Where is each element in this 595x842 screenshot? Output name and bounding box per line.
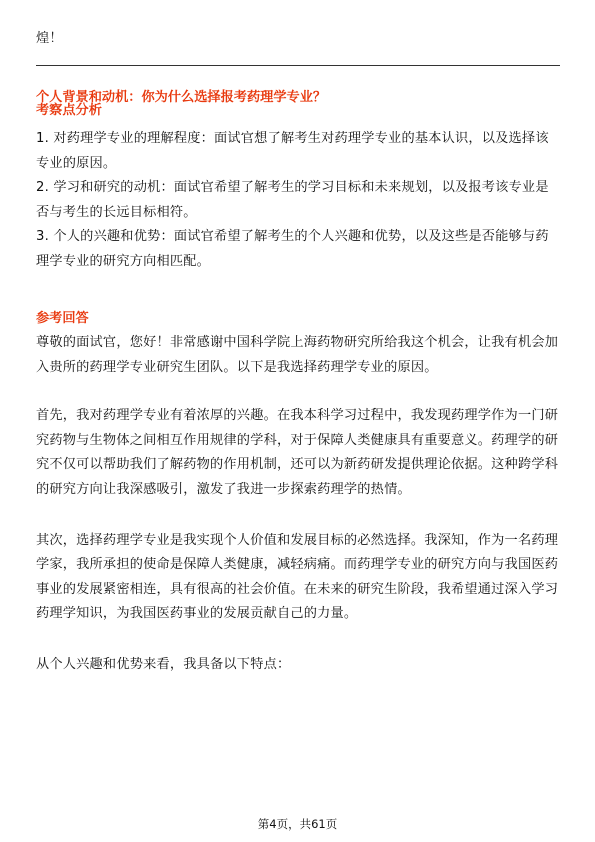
answer-heading: 参考回答: [36, 311, 89, 326]
analysis-item: 1. 对药理学专业的理解程度：面试官想了解考生对药理学专业的基本认识，以及选择该专业的原因。: [36, 131, 549, 171]
analysis-item: 3. 个人的兴趣和优势：面试官希望了解考生的个人兴趣和优势，以及这些是否能够与药理学专业的研究方向相匹配。: [36, 229, 549, 269]
answer-paragraph: 尊敬的面试官，您好！非常感谢中国科学院上海药物研究所给我这个机会，让我有机会加入贵所的药理学专业研究生团队。以下是我选择药理学专业的原因。: [36, 335, 559, 375]
page-footer: 第4页，共61页: [257, 817, 338, 831]
continuation-text: 煌！: [36, 31, 63, 46]
analysis-section: [36, 99, 560, 275]
answer-paragraph: 从个人兴趣和优势来看，我具备以下特点：: [36, 656, 291, 672]
answer-paragraph: 其次，选择药理学专业是我实现个人价值和发展目标的必然选择。我深知，作为一名药理学家，我所承担的使命是保障人类健康，减轻病痛。而药理学专业的研究方向与我国医药事业的发展紧密相连，具有很高的社会价值。在未来的研究生阶段，我希望通过深入学习药理学知识，为我国医药事业的发展贡献自己的力量。: [36, 532, 559, 622]
analysis-item: 2. 学习和研究的动机：面试官希望了解考生的学习目标和未来规划，以及报考该专业是否与考生的长远目标相符。: [36, 180, 549, 220]
question-title: 个人背景和动机：你为什么选择报考药理学专业？: [36, 90, 327, 106]
answer-section: [36, 307, 560, 678]
analysis-heading: 考察点分析: [36, 103, 102, 118]
section-divider: [36, 65, 560, 66]
answer-paragraph: 首先，我对药理学专业有着浓厚的兴趣。在我本科学习过程中，我发现药理学作为一门研究药物与生物体之间相互作用规律的学科，对于保障人类健康具有重要意义。药理学的研究不仅可以帮助我们了解药物的作用机制，还可以为新药研发提供理论依据。这种跨学科的研究方向让我深感吸引，激发了我进一步探索药理学的热情。: [36, 408, 559, 497]
